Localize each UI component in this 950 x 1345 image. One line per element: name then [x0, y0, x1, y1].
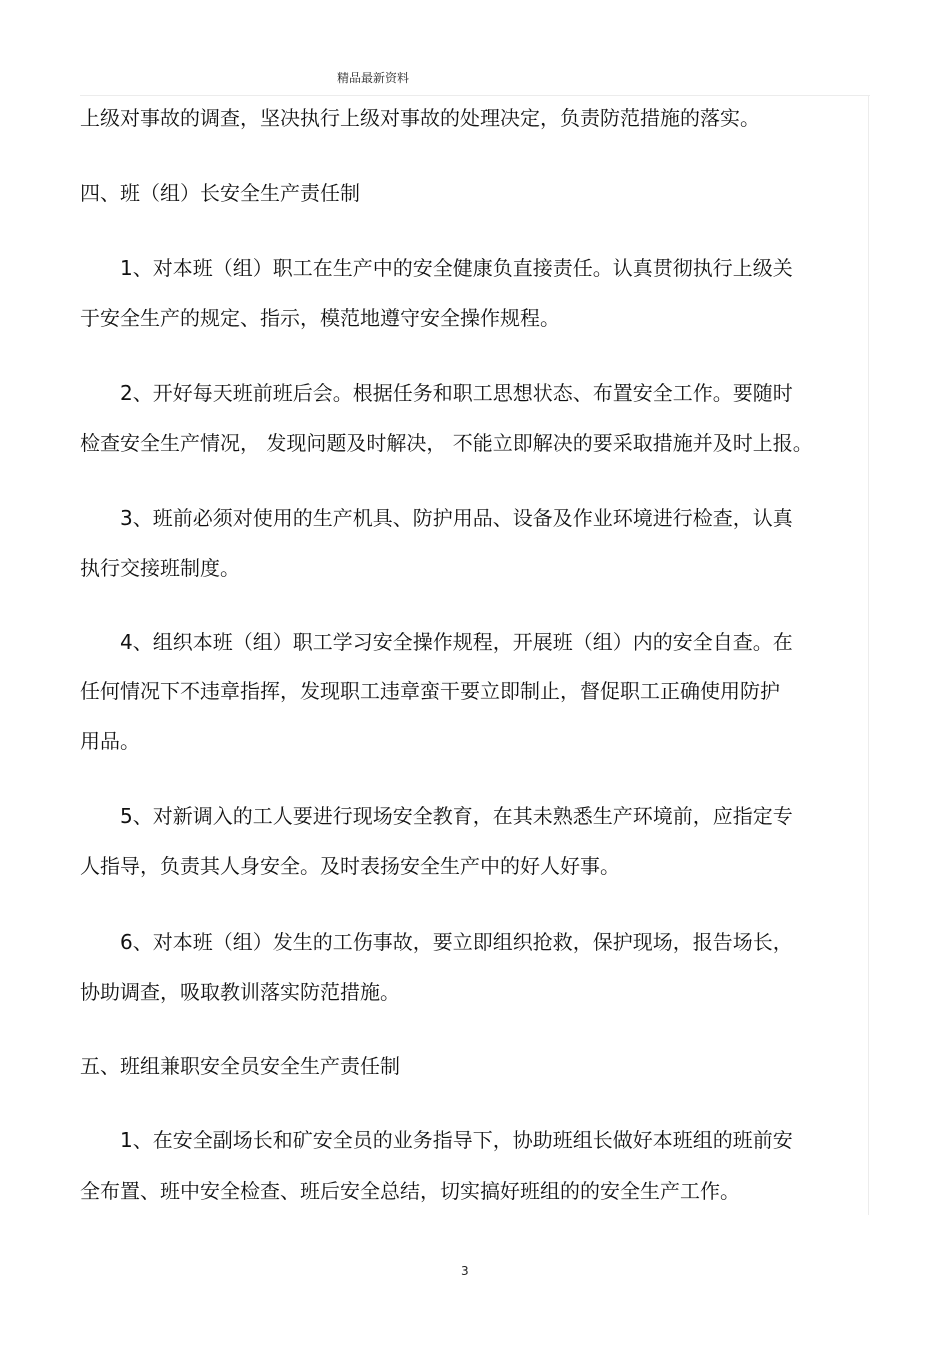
margin-rule [868, 95, 869, 1215]
body-line: 用品。 [80, 729, 140, 753]
header-rule [80, 95, 870, 96]
body-line: 人指导，负责其人身安全。及时表扬安全生产中的好人好事。 [80, 854, 620, 878]
body-line: 检查安全生产情况， 发现问题及时解决， 不能立即解决的要采取措施并及时上报。 [80, 431, 813, 455]
body-line: 1、在安全副场长和矿安全员的业务指导下，协助班组长做好本班组的班前安 [120, 1128, 793, 1152]
body-line: 6、对本班（组）发生的工伤事故，要立即组织抢救，保护现场，报告场长， [120, 930, 793, 954]
body-line: 协助调查，吸取教训落实防范措施。 [80, 980, 400, 1004]
body-line: 2、开好每天班前班后会。根据任务和职工思想状态、布置安全工作。要随时 [120, 381, 793, 405]
section-heading: 五、班组兼职安全员安全生产责任制 [80, 1054, 400, 1078]
body-line: 3、班前必须对使用的生产机具、防护用品、设备及作业环境进行检查，认真 [120, 506, 793, 530]
body-line: 执行交接班制度。 [80, 556, 240, 580]
body-line: 于安全生产的规定、指示，模范地遵守安全操作规程。 [80, 306, 560, 330]
body-line: 上级对事故的调查，坚决执行上级对事故的处理决定，负责防范措施的落实。 [80, 106, 760, 130]
body-line: 全布置、班中安全检查、班后安全总结，切实搞好班组的的安全生产工作。 [80, 1179, 740, 1203]
page-header: 精品最新资料 [337, 71, 410, 85]
page-number: 3 [461, 1264, 469, 1278]
body-line: 任何情况下不违章指挥，发现职工违章蛮干要立即制止，督促职工正确使用防护 [80, 679, 780, 703]
body-line: 5、对新调入的工人要进行现场安全教育，在其未熟悉生产环境前，应指定专 [120, 804, 793, 828]
section-heading: 四、班（组）长安全生产责任制 [80, 181, 360, 205]
body-line: 4、组织本班（组）职工学习安全操作规程，开展班（组）内的安全自查。在 [120, 630, 793, 654]
body-line: 1、对本班（组）职工在生产中的安全健康负直接责任。认真贯彻执行上级关 [120, 256, 793, 280]
